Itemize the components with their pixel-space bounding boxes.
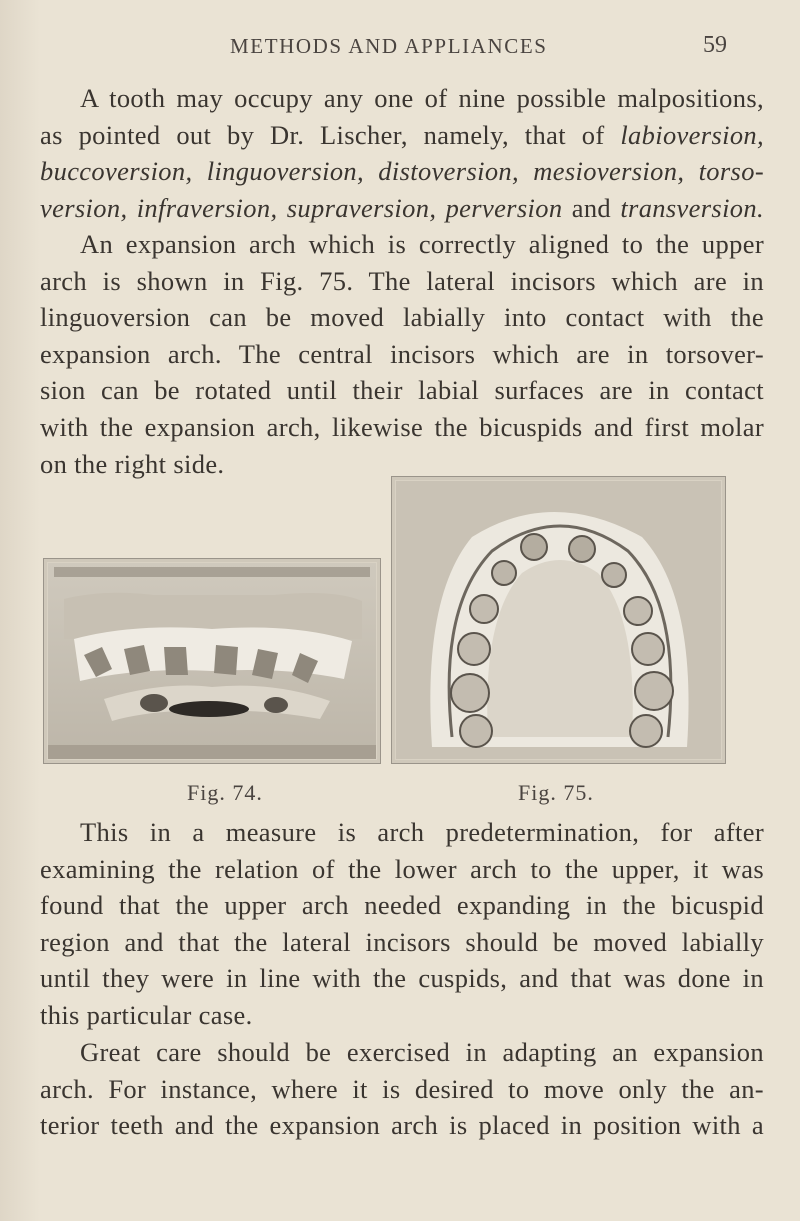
text-line: sion can be rotated until their labial surfaces are in contact (40, 375, 764, 406)
italic-term: version, infraversion, supraversion, perversion (40, 192, 563, 223)
text-line (40, 117, 764, 154)
italic-term: buccoversion, linguoversion, distoversion, mesioversion, torso- (40, 156, 764, 187)
text-line: arch. For instance, where it is desired to move only the an- (40, 1073, 764, 1104)
text-line: expansion arch. The central incisors which are in torsover- (40, 338, 764, 369)
text-line: until they were in line with the cuspids, and that was done in (40, 963, 764, 994)
paragraph-great-care (40, 1034, 764, 1144)
text-line: linguoversion can be moved labially into contact with the (40, 302, 764, 333)
paragraph-arch-predetermination (40, 814, 764, 1034)
italic-term: transversion. (620, 192, 764, 223)
text-line: this particular case. (40, 999, 253, 1030)
text-line (40, 153, 764, 190)
text-line: terior teeth and the expansion arch is placed in position with a (40, 1110, 764, 1141)
paragraph-expansion-arch (40, 226, 764, 482)
figure-75-caption: Fig. 75. (518, 780, 594, 805)
running-head: METHODS AND APPLIANCES (230, 34, 548, 58)
text-segment: as pointed out by Dr. Lischer, namely, that of (40, 119, 621, 150)
dental-cast-front-view (44, 559, 380, 763)
figure-74-photo (43, 558, 381, 764)
text-line: This in a measure is arch predetermination, for after (80, 817, 764, 847)
text-line: A tooth may occupy any one of nine possible malpositions, (80, 83, 764, 113)
text-line: with the expansion arch, likewise the bicuspids and first molar (40, 411, 764, 442)
paragraph-malpositions (40, 80, 764, 226)
upper-arch-occlusal-view (392, 477, 725, 763)
text-line: arch is shown in Fig. 75. The lateral incisors which are in (40, 265, 764, 296)
figure-74-caption: Fig. 74. (187, 780, 263, 805)
italic-term: labioversion, (620, 119, 764, 150)
page-header (0, 22, 800, 62)
text-line: found that the upper arch needed expanding in the bicuspid (40, 890, 764, 921)
text-line: An expansion arch which is correctly aligned to the upper (80, 229, 764, 259)
page-edge-shadow (0, 0, 40, 1221)
text-line (40, 190, 764, 227)
figure-75-photo (391, 476, 726, 764)
text-line: region and that the lateral incisors should be moved labially (40, 926, 764, 957)
text-segment: and (562, 192, 621, 223)
text-line: on the right side. (40, 448, 225, 479)
page-number: 59 (703, 32, 727, 58)
text-line: Great care should be exercised in adapting an expansion (80, 1037, 764, 1067)
text-line: examining the relation of the lower arch to the upper, it was (40, 853, 764, 884)
